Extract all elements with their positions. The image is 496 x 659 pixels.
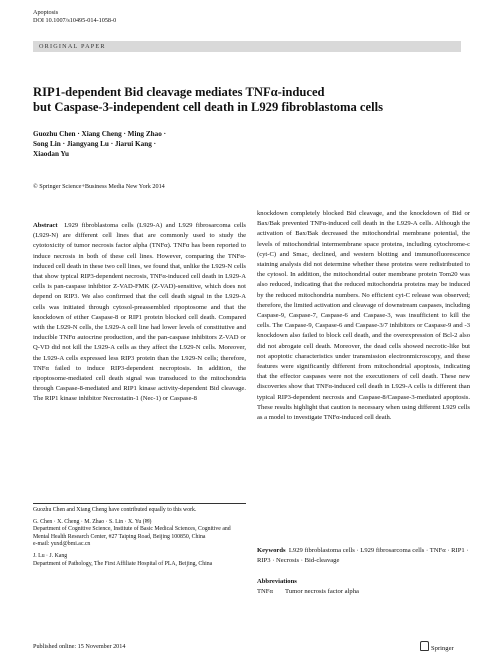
abbreviations: [257, 577, 470, 597]
doi: DOI 10.1007/s10495-014-1058-0: [33, 17, 117, 24]
footnotes: [33, 507, 246, 572]
abstract-text-right: knockdown completely blocked Bid cleavage, and the knockdown of Bid or Bax/Bak prevented TNFα-induced cell death in the L929-A cells. Although the activation of Bax/Bak decreased the mitochondrial membrane potential, the levels of mitochondrial intermembrane space proteins, including cytochrome-c (cyt-C) and Smac, declined, and western blotting and immunofluorescence staining analysis did not determine whether these proteins were redistributed to the cytosol. In addition, the mitochondrial outer membrane protein Tom20 was also reduced, indicating that the reduced mitochondria proteins may be induced by the reduced mitochondria numbers. No efficient cyt-C release was observed; therefore, the limited activation and cleavage of downstream caspases, including Caspase-9, Caspase-7, Caspase-6 and Caspase-3, was insufficient to kill the cells. The Caspase-9, Caspase-6 and Caspase-3/7 inhibitors or Caspase-9 and -3 knockdown also failed to block cell death, and the overexpression of Bcl-2 also did not abrogate cell death. Moreover, the dead cells showed necrotic-like but not apoptotic characteristics under transmission electronmicroscopy, and these features were significantly different from mitochondrial apoptosis, indicating that the effector caspases were not the executioners of cell death. These new discoveries show that TNFα-induced cell death in L929-A cells is different than typical RIP3-dependent necrosis and Caspase-8/Caspase-3-mediated apoptosis. These results highlight that caution is necessary when using different L929 cells as a model to investigate TNFα-induced cell death.: [257, 210, 470, 422]
author-list: [33, 129, 293, 159]
title-line-2: but Caspase-3-independent cell death in L929 fibroblastoma cells: [33, 100, 383, 114]
copyright-notice: © Springer Science+Business Media New York 2014: [33, 183, 165, 190]
article-title: [33, 85, 473, 115]
title-line-1: RIP1-dependent Bid cleavage mediates TNFα-induced: [33, 85, 325, 99]
affiliation-2-department: Department of Pathology, The First Affiliate Hospital of PLA, Beijing, China: [33, 560, 213, 567]
published-date: Published online: 15 November 2014: [33, 643, 126, 650]
abstract-text-left: L929 fibroblastoma cells (L929-A) and L929 fibrosarcoma cells (L929-N) are different cell lines that are commonly used to study the cytotoxicity of tumor necrosis factor alpha (TNFα). TNFα has been reported to induce necrosis in both of these cell lines. However, comparing the TNFα-induced cell death in these two cell lines, we found that, unlike the L929-N cells that show typical RIP3-dependent necrosis, TNFα-induced cell death in L929-A cells is pan-caspase inhibitor Z-VAD-FMK (Z-VAD)-sensitive, which does not depend on RIP3. We also confirmed that the cell death signal in the L929-A cells was initiated through cytosol-preassembled ripoptosome and that the knockdown of either Caspase-8 or RIP1 protein blocked cell death. Compared with the L929-N cells, the L929-A cell line had lower levels of constitutive and inducible TNFα autocrine production, and the pan-caspase inhibitors Z-VAD or Q-VD did not kill the L929-A cells as they affect the L929-N cells. Moreover, the L929-A cells expressed less RIP3 protein than the L929-N cells; therefore, TNFα failed to induce RIP3-dependent necroptosis. In addition, the ripoptosome-mediated cell death signal was transduced to the mitochondria through Caspase-8-mediated and RIP1 kinase activity-dependent Bid cleavage. The RIP1 kinase inhibitor Necrostatin-1 (Nec-1) or Caspase-8: [33, 222, 247, 403]
keywords-text: L929 fibroblastoma cells · L929 fibrosarcoma cells · TNFα · RIP1 · RIP3 · Necrosis · Bid-cleavage: [257, 547, 469, 565]
abstract-label: Abstract: [33, 222, 58, 229]
affiliation-2-names: J. Lu · J. Kang: [33, 552, 68, 559]
authors-line-3: Xiaodan Yu: [33, 150, 70, 158]
contribution-note: Guozhu Chen and Xiang Cheng have contributed equally to this work.: [33, 507, 197, 513]
keywords-label: Keywords: [257, 547, 286, 554]
affiliation-1-department: Department of Cognitive Science, Institute of Basic Medical Sciences, Cognitive and Mental Health Research Center, #27 Taiping Road, Beijing 100850, China: [33, 526, 231, 540]
journal-name: Apoptosis: [33, 9, 59, 16]
abstract-right-column: [257, 209, 470, 423]
keywords: [257, 546, 470, 566]
footnote-divider: [33, 503, 246, 504]
journal-header: [33, 9, 116, 25]
abbreviations-label: Abbreviations: [257, 578, 297, 585]
affiliation-1-email[interactable]: e-mail: yuxd@bmi.ac.cn: [33, 541, 91, 548]
authors-line-2: Song Lin · Jiangyang Lu · Jiarui Kang ·: [33, 140, 157, 148]
springer-horse-icon: [420, 641, 429, 651]
article-type-label: ORIGINAL PAPER: [39, 43, 106, 50]
abstract-left-column: [33, 221, 246, 405]
authors-line-1: Guozhu Chen · Xiang Cheng · Ming Zhao ·: [33, 130, 167, 138]
publisher-logo: [420, 641, 454, 652]
publisher-name: Springer: [431, 645, 454, 652]
abbreviation-term: TNFα: [257, 588, 273, 595]
article-type-banner: [33, 41, 461, 52]
affiliation-1-names: G. Chen · X. Cheng · M. Zhao · S. Lin · X. Yu (✉): [33, 518, 152, 525]
abbreviation-definition: Tumor necrosis factor alpha: [285, 588, 359, 595]
